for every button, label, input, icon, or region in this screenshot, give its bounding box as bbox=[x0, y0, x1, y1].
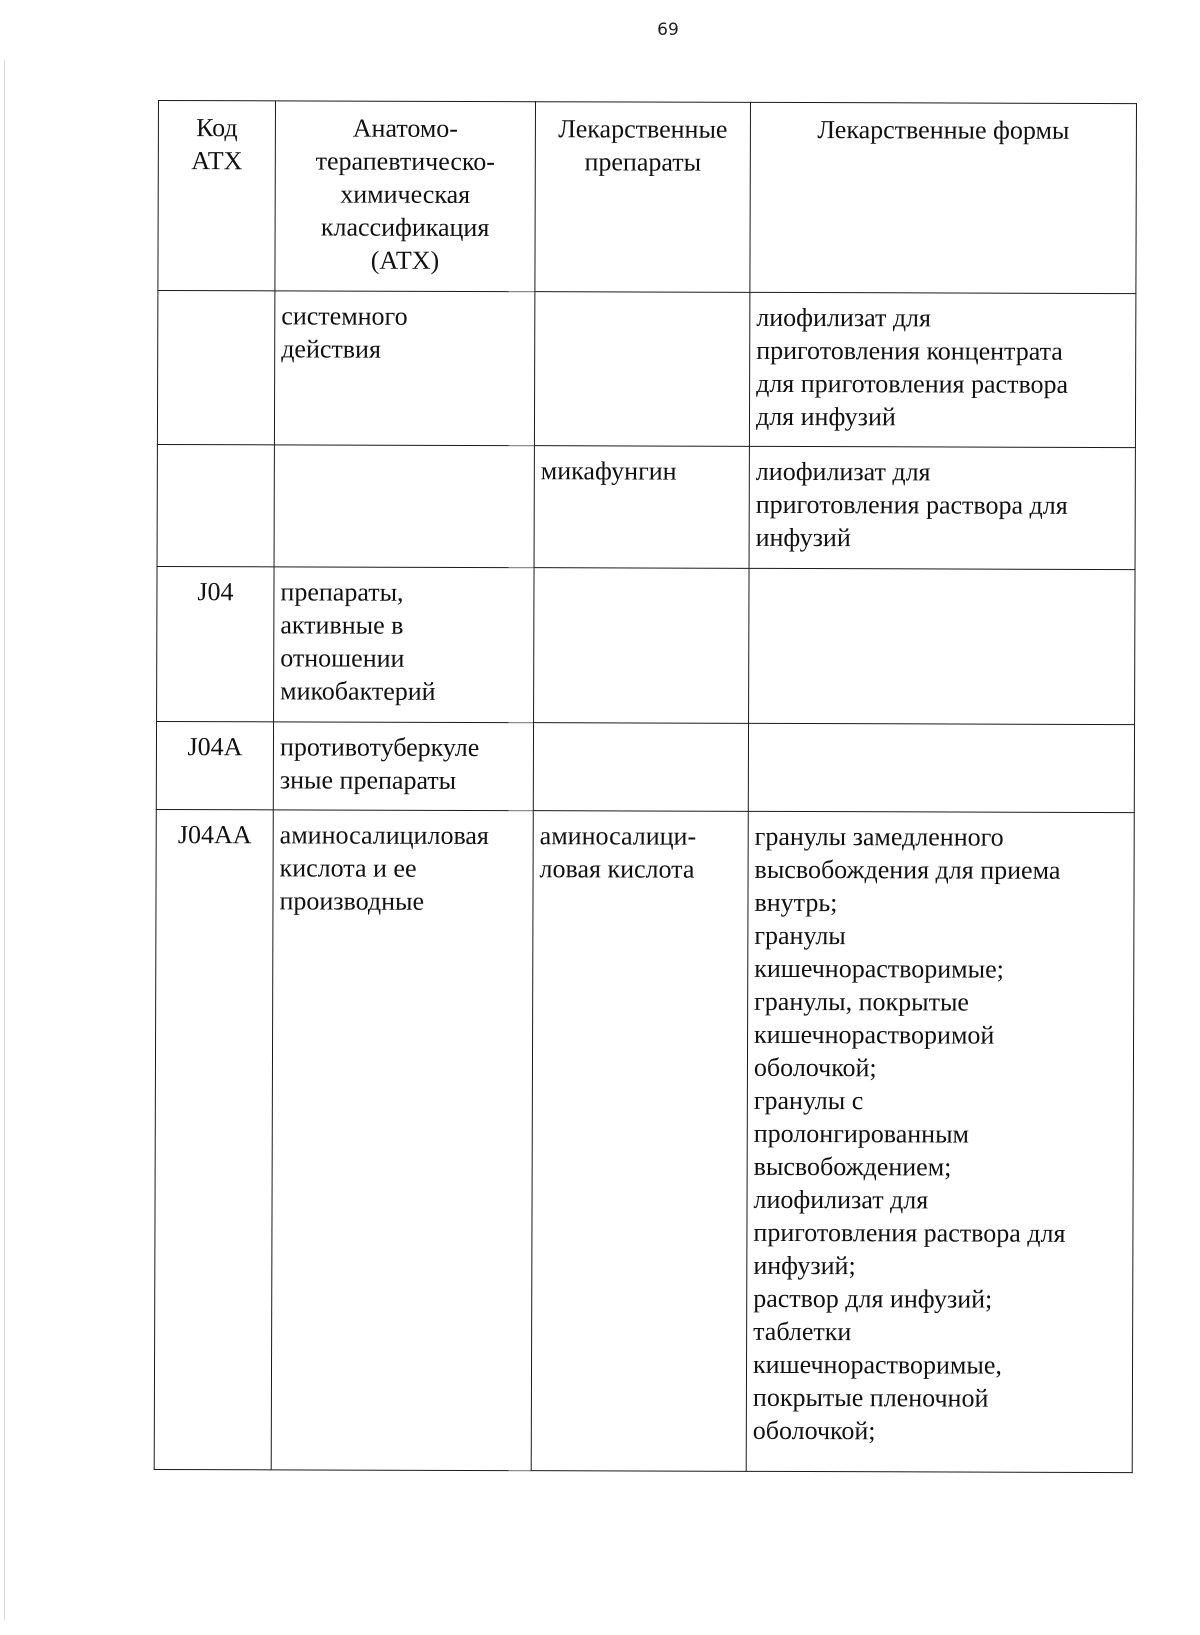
cell-dosage-forms: гранулы замедленного высвобождения для приема внутрь; гранулы кишечнорастворимые; гранулы, покрытые кишечнорастворимой оболочкой; гранулы с пролонгированным высвобождением; лиофилизат для приготовления раствора для инфузий; раствор для инфузий; таблетки кишечнорастворимые, покрытые пленочной оболочкой; bbox=[746, 811, 1134, 1472]
cell-classification bbox=[274, 445, 534, 568]
header-atc-classification: Анатомо- терапевтическо- химическая классификация (АТХ) bbox=[275, 101, 536, 292]
cell-drug bbox=[533, 723, 748, 812]
cell-dosage-forms: лиофилизат для приготовления раствора для инфузий bbox=[749, 446, 1135, 569]
header-drugs: Лекарственные препараты bbox=[535, 102, 751, 293]
cell-drug bbox=[534, 292, 749, 447]
atc-drug-table bbox=[154, 100, 1137, 1473]
scan-edge-line bbox=[4, 60, 5, 1620]
cell-classification: противотуберкуле зные препараты bbox=[273, 722, 533, 811]
table-row bbox=[156, 721, 1134, 812]
cell-atc-code: J04AA bbox=[154, 809, 273, 1469]
cell-classification: препараты, активные в отношении микобактерий bbox=[274, 567, 534, 723]
table-row bbox=[157, 566, 1135, 724]
cell-atc-code bbox=[157, 444, 274, 566]
cell-drug bbox=[534, 568, 749, 724]
header-atc-code: Код АТХ bbox=[158, 101, 276, 291]
cell-drug: микафунгин bbox=[534, 446, 749, 569]
cell-atc-code: J04 bbox=[157, 566, 274, 721]
table-row bbox=[157, 444, 1135, 569]
cell-dosage-forms: лиофилизат для приготовления концентрата для приготовления раствора для инфузий bbox=[749, 292, 1135, 447]
cell-drug: аминосалици- ловая кислота bbox=[531, 811, 748, 1472]
cell-classification: аминосалициловая кислота и ее производные bbox=[271, 810, 533, 1471]
page-number: 69 bbox=[657, 20, 679, 40]
cell-dosage-forms bbox=[749, 568, 1135, 724]
header-dosage-forms: Лекарственные формы bbox=[750, 102, 1137, 293]
cell-classification: системного действия bbox=[274, 291, 534, 446]
table-row bbox=[157, 291, 1135, 448]
cell-dosage-forms bbox=[748, 723, 1134, 812]
table-row bbox=[154, 809, 1134, 1472]
table-header-row bbox=[158, 101, 1137, 294]
cell-atc-code bbox=[157, 291, 274, 445]
cell-atc-code: J04A bbox=[156, 721, 273, 809]
